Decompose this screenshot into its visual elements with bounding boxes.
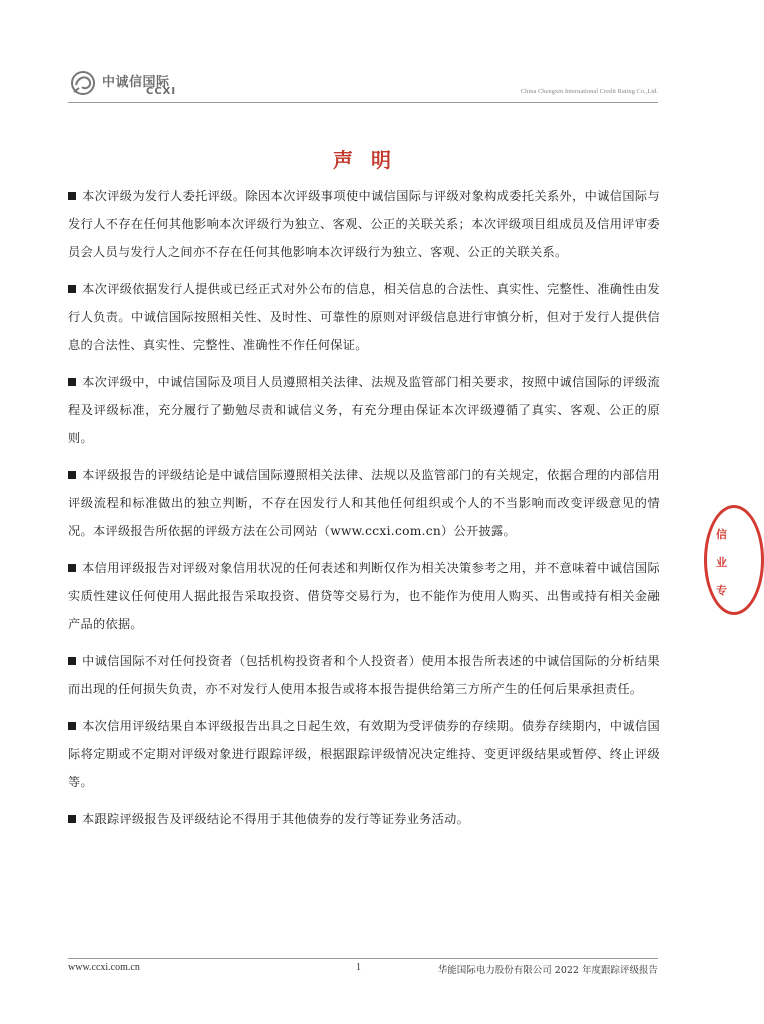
declaration-paragraph xyxy=(68,554,660,638)
page-number: 1 xyxy=(356,962,361,973)
declaration-content xyxy=(68,182,660,842)
paragraph-text: 本信用评级报告对评级对象信用状况的任何表述和判断仅作为相关决策参考之用，并不意味着中诚信国际实质性建议任何使用人据此报告采取投资、借贷等交易行为，也不能作为使用人购买、出售或持有相关金融产品的依据。 xyxy=(68,561,660,631)
logo-english-name: CCXI xyxy=(146,86,177,97)
square-bullet-icon xyxy=(68,722,76,730)
ccxi-logo-icon xyxy=(68,68,98,98)
paragraph-text: 本次评级依据发行人提供或已经正式对外公布的信息，相关信息的合法性、真实性、完整性、准确性由发行人负责。中诚信国际按照相关性、及时性、可靠性的原则对评级信息进行审慎分析，但对于发行人提供信息的合法性、真实性、完整性、准确性不作任何保证。 xyxy=(68,282,660,352)
square-bullet-icon xyxy=(68,378,76,386)
page-footer xyxy=(68,962,658,978)
paragraph-text: 本跟踪评级报告及评级结论不得用于其他债券的发行等证券业务活动。 xyxy=(82,812,470,826)
declaration-paragraph xyxy=(68,712,660,796)
logo-chinese-name: 中诚信国际 xyxy=(102,75,170,90)
declaration-paragraph xyxy=(68,368,660,452)
square-bullet-icon xyxy=(68,815,76,823)
declaration-paragraph xyxy=(68,805,660,833)
company-english-name: China Chengxin International Credit Rating Co.,Ltd. xyxy=(520,88,658,95)
header-divider xyxy=(68,102,658,103)
declaration-paragraph xyxy=(68,647,660,703)
declaration-paragraph xyxy=(68,275,660,359)
paragraph-text: 本次信用评级结果自本评级报告出具之日起生效，有效期为受评债券的存续期。债券存续期内，中诚信国际将定期或不定期对评级对象进行跟踪评级，根据跟踪评级情况决定维持、变更评级结果或暂停、终止评级等。 xyxy=(68,719,660,789)
page-header xyxy=(68,66,658,102)
square-bullet-icon xyxy=(68,192,76,200)
square-bullet-icon xyxy=(68,657,76,665)
report-title: 华能国际电力股份有限公司 2022 年度跟踪评级报告 xyxy=(437,965,658,976)
declaration-paragraph xyxy=(68,182,660,266)
paragraph-text: 本次评级为发行人委托评级。除因本次评级事项使中诚信国际与评级对象构成委托关系外，中诚信国际与发行人不存在任何其他影响本次评级行为独立、客观、公正的关联关系；本次评级项目组成员及信用评审委员会人员与发行人之间亦不存在任何其他影响本次评级行为独立、客观、公正的关联关系。 xyxy=(68,189,660,259)
square-bullet-icon xyxy=(68,285,76,293)
paragraph-text: 本次评级中，中诚信国际及项目人员遵照相关法律、法规及监管部门相关要求，按照中诚信国际的评级流程及评级标准，充分履行了勤勉尽责和诚信义务，有充分理由保证本次评级遵循了真实、客观、公正的原则。 xyxy=(68,375,660,445)
declaration-paragraph xyxy=(68,461,660,545)
website-link[interactable]: www.ccxi.com.cn xyxy=(68,962,140,973)
paragraph-text: 本评级报告的评级结论是中诚信国际遵照相关法律、法规以及监管部门的有关规定，依据合理的内部信用评级流程和标准做出的独立判断，不存在因发行人和其他任何组织或个人的不当影响而改变评级意见的情况。本评级报告所依据的评级方法在公司网站（www.ccxi.com.cn）公开披露。 xyxy=(68,468,660,538)
square-bullet-icon xyxy=(68,471,76,479)
company-seal-stamp xyxy=(704,505,764,615)
seal-character: 业 xyxy=(716,556,727,569)
seal-character: 专 xyxy=(716,584,727,597)
square-bullet-icon xyxy=(68,564,76,572)
paragraph-text: 中诚信国际不对任何投资者（包括机构投资者和个人投资者）使用本报告所表述的中诚信国际的分析结果而出现的任何损失负责，亦不对发行人使用本报告或将本报告提供给第三方所产生的任何后果承担责任。 xyxy=(68,654,660,696)
seal-character: 信 xyxy=(716,528,727,541)
page-title: 声明 xyxy=(333,148,409,172)
footer-divider xyxy=(68,958,658,959)
